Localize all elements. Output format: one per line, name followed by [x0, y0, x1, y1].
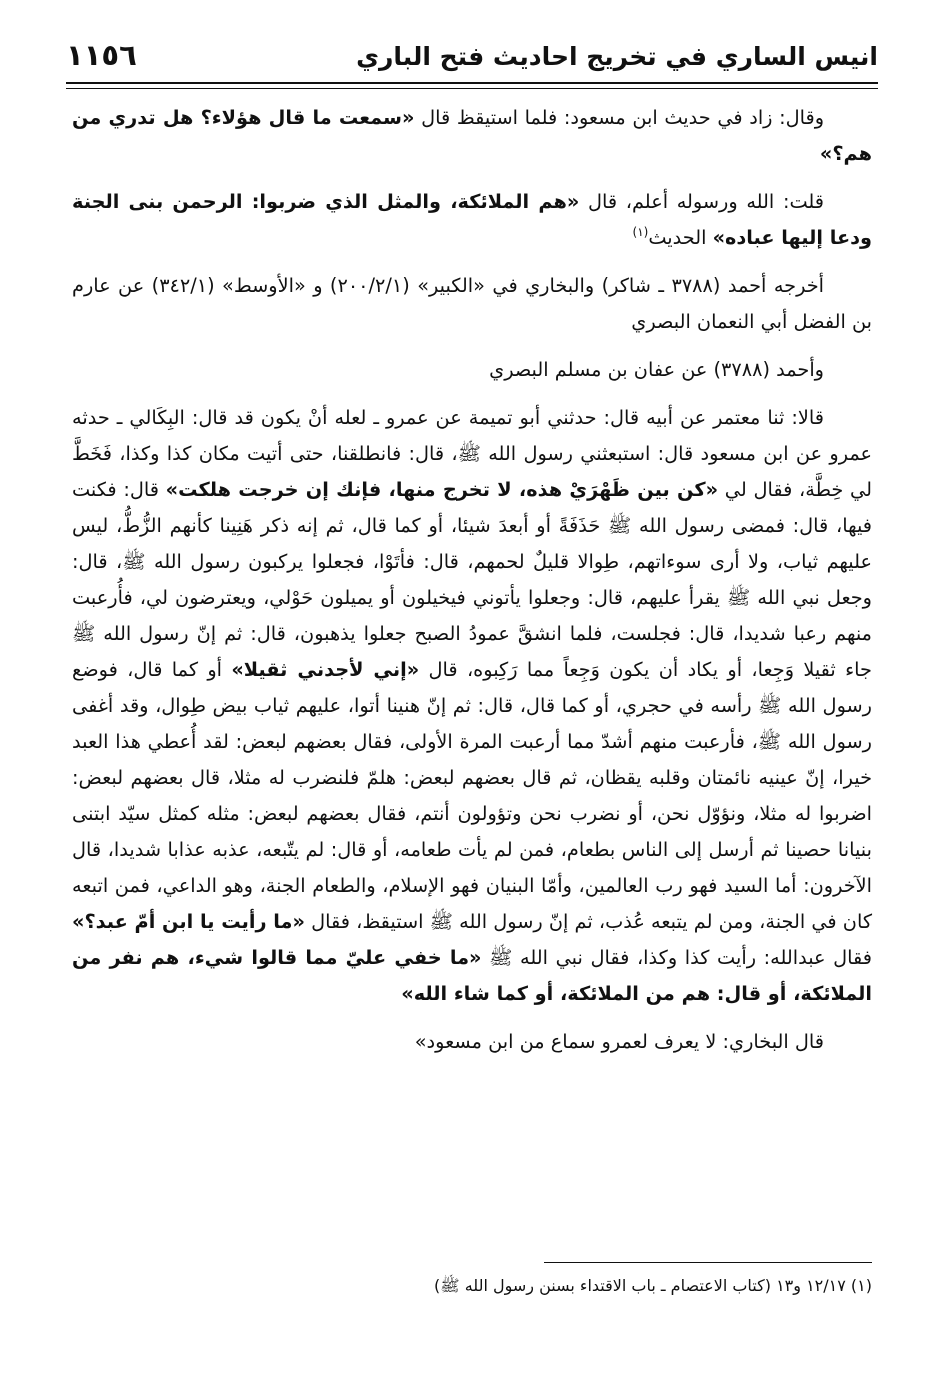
running-title: انيس الساري في تخريج احاديث فتح الباري [356, 42, 878, 71]
footnote-rule [544, 1262, 872, 1263]
text-run: فقال عبدالله: رأيت كذا وكذا، فقال نبي الله ﷺ [481, 946, 872, 969]
text-run: قالا: ثنا معتمر عن أبيه قال: حدثني أبو تميمة عن عمرو ـ لعله أنْ يكون قد قال: البِكَالي ـ حدثه عمرو عن ابن مسعود قال: استبعثني رسول الله ﷺ، قال: فانطلقنا، حتى أتيت مكان كذا وكذا، فَخَطَّ لي خِطَّة، فقال لي [72, 406, 872, 501]
text-run: قال: فكنت فيها، قال: فمضى رسول الله ﷺ حَذَفَةً أو أبعدَ شيئا، أو كما قال، ثم إنه ذكر هَنِينا كأنهم الزُّطُّ، ليس عليهم ثياب، ولا أرى سوءاتهم، طِوالا قليلٌ لحمهم، قال: فأتَوْا، فجعلوا يركبون رسول الله ﷺ، قال: وجعل نبي الله ﷺ يقرأ عليهم، قال: وجعلوا يأتوني فيخيلون أو يميلون حَوْلي، ويعترضون لي، فأُرعبت منهم رعبا شديدا، قال: فجلست، فلما انشقَّ عمودُ الصبح جعلوا يذهبون، قال: ثم إنّ رسول الله ﷺ جاء ثقيلا وَجِعا، أو يكاد أن يكون وَجِعاً مما رَكِبوه، قال [72, 478, 872, 681]
footnote-ref: (١) [632, 225, 649, 239]
text-run: وقال: زاد في حديث ابن مسعود: فلما استيقظ قال [414, 106, 825, 129]
paragraph: قال البخاري: لا يعرف لعمرو سماع من ابن مسعود» [414, 1030, 824, 1053]
footnote: (١) ١٢/١٧ و١٣ (كتاب الاعتصام ـ باب الاقتداء بسنن رسول الله ﷺ) [434, 1276, 872, 1295]
paragraph [72, 100, 872, 172]
quoted-hadith: «هم الملائكة، والمثل الذي ضربوا: الرحمن بنى الجنة ودعا إليها عباده» [72, 190, 872, 249]
page-body [72, 100, 872, 1060]
header-rule [66, 82, 878, 89]
paragraph [72, 184, 872, 256]
quoted-hadith: «ما رأيت يا ابن أمّ عبد؟» [72, 910, 305, 933]
quoted-hadith: «ما خفي عليّ مما قالوا شيء، هم نفر من الملائكة، أو قال: هم من الملائكة، أو كما شاء الله» [72, 946, 872, 1005]
paragraph: أخرجه أحمد (٣٧٨٨ ـ شاكر) والبخاري في «الكبير» (٢٠٠/٢/١) و «الأوسط» (٣٤٢/١) عن عارم بن الفضل أبي النعمان البصري [72, 274, 872, 333]
paragraph: وأحمد (٣٧٨٨) عن عفان بن مسلم البصري [489, 358, 824, 381]
page-header [66, 34, 878, 78]
quoted-hadith: «كن بين ظَهْرَيْ هذه، لا تخرج منها، فإنك إن خرجت هلكت» [165, 478, 719, 501]
text-run: أو كما قال، فوضع رسول الله ﷺ رأسه في حجري، أو كما قال، قال: ثم إنّ هنينا أتوا، عليهم ثياب بيض طِوال، وقد أغفى رسول الله ﷺ، فأرعبت منهم أشدّ مما أرعبت المرة الأولى، فقال بعضهم لبعض: لقد أُعطي هذا العبد خيرا، إنّ عينيه نائمتان وقلبه يقظان، ثم قال بعضهم لبعض: هلمّ فلنضرب له مثلا، قال بعضهم لبعض: اضربوا له مثلا، ونؤوّل نحن، أو نضرب نحن وتؤولون أنتم، فقال بعضهم لبعض: مثله كمثل سيّد ابتنى بنيانا حصينا ثم أرسل إلى الناس بطعام، فمن لم يأت طعامه، أو قال: لم يتّبعه، عذبه عذابا شديدا، قال الآخرون: أما السيد فهو رب العالمين، وأمّا البنيان فهو الإسلام، والطعام الجنة، وهو الداعي، فمن اتبعه كان في الجنة، ومن لم يتبعه عُذب، ثم إنّ رسول الله ﷺ استيقظ، فقال [72, 658, 873, 933]
text-run: قلت: الله ورسوله أعلم، قال [579, 190, 824, 213]
paragraph [72, 400, 872, 1012]
quoted-hadith: «إني لأجدني ثقيلا» [231, 658, 420, 681]
text-run: الحديث [648, 226, 713, 249]
page-number: ١١٥٦ [66, 38, 137, 72]
quoted-hadith: «سمعت ما قال هؤلاء؟ هل تدري من هم؟» [72, 106, 872, 165]
